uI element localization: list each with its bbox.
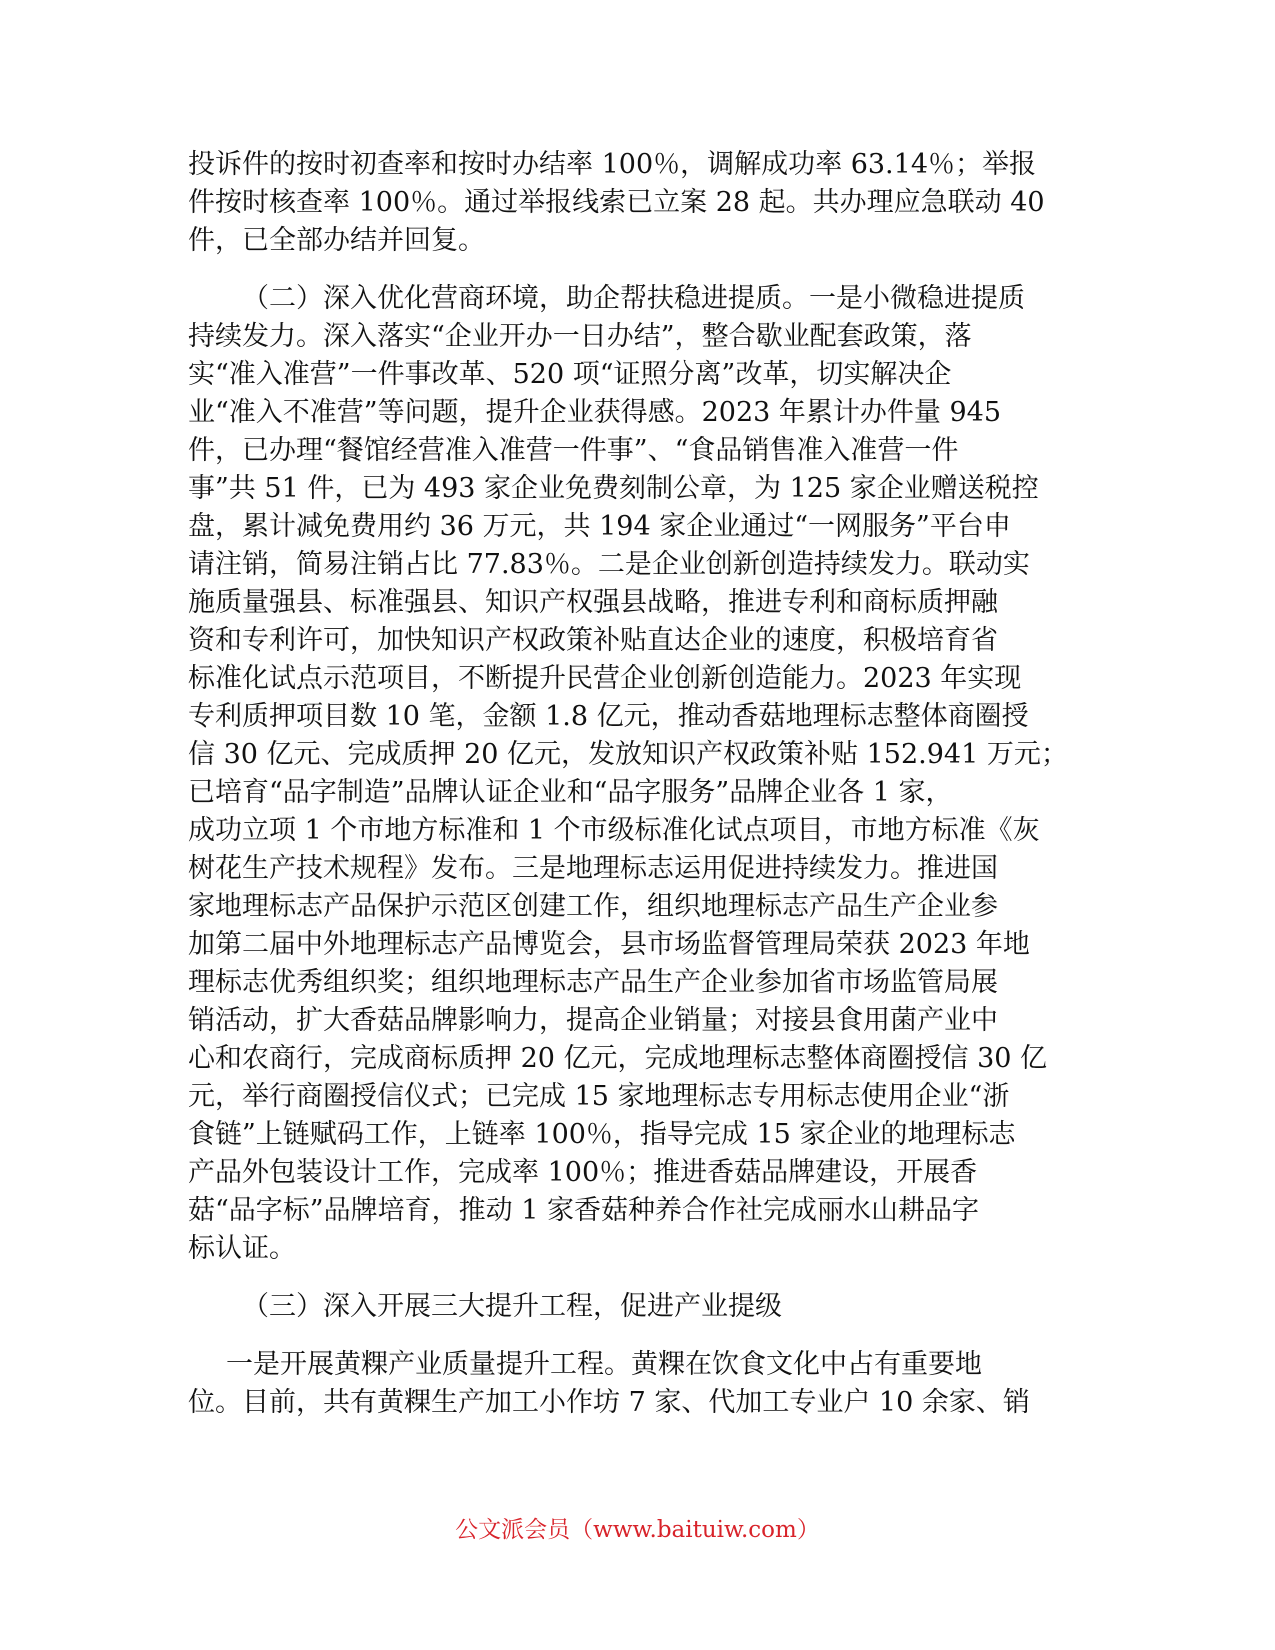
text-line: 件按时核查率 100％。通过举报线索已立案 28 起。共办理应急联动 40 [188, 187, 1045, 218]
text-line: 件，已全部办结并回复。 [188, 225, 485, 256]
text-line: 施质量强县、标准强县、知识产权强县战略，推进专利和商标质押融 [188, 587, 998, 618]
text-line: 资和专利许可，加快知识产权政策补贴直达企业的速度，积极培育省 [188, 625, 998, 656]
text-line: 一是开展黄粿产业质量提升工程。黄粿在饮食文化中占有重要地 [226, 1349, 982, 1380]
text-line: 标准化试点示范项目，不断提升民营企业创新创造能力。2023 年实现 [188, 663, 1022, 694]
text-line: 业“准入不准营”等问题，提升企业获得感。2023 年累计办件量 945 [188, 397, 1002, 428]
text-line: 理标志优秀组织奖；组织地理标志产品生产企业参加省市场监管局展 [188, 967, 998, 998]
text-line: 菇“品字标”品牌培育，推动 1 家香菇种养合作社完成丽水山耕品字 [188, 1195, 979, 1226]
text-line: 事”共 51 件，已为 493 家企业免费刻制公章，为 125 家企业赠送税控 [188, 473, 1039, 504]
text-line: 持续发力。深入落实“企业开办一日办结”，整合歇业配套政策，落 [188, 321, 972, 352]
text-line: 实“准入准营”一件事改革、520 项“证照分离”改革，切实解决企 [188, 359, 952, 390]
text-line: 位。目前，共有黄粿生产加工小作坊 7 家、代加工专业户 10 余家、销 [188, 1387, 1030, 1418]
text-line: 请注销，简易注销占比 77.83％。二是企业创新创造持续发力。联动实 [188, 549, 1030, 580]
text-line: 食链”上链赋码工作，上链率 100％，指导完成 15 家企业的地理标志 [188, 1119, 1016, 1150]
paragraph-3 [188, 1346, 1088, 1422]
text-line: 标认证。 [188, 1233, 296, 1264]
text-line: 加第二届中外地理标志产品博览会，县市场监督管理局荣获 2023 年地 [188, 929, 1030, 960]
text-line: 元，举行商圈授信仪式；已完成 15 家地理标志专用标志使用企业“浙 [188, 1081, 1010, 1112]
text-line: 家地理标志产品保护示范区创建工作，组织地理标志产品生产企业参 [188, 891, 998, 922]
section-heading: （三）深入开展三大提升工程，促进产业提级 [242, 1291, 782, 1322]
text-line: 树花生产技术规程》发布。三是地理标志运用促进持续发力。推进国 [188, 853, 998, 884]
document-body [188, 146, 1088, 1422]
text-line: 盘，累计减免费用约 36 万元，共 194 家企业通过“一网服务”平台申 [188, 511, 1011, 542]
text-line: 已培育“品字制造”品牌认证企业和“品字服务”品牌企业各 1 家， [188, 777, 953, 808]
text-line: 专利质押项目数 10 笔，金额 1.8 亿元，推动香菇地理标志整体商圈授 [188, 701, 1029, 732]
text-line: 件，已办理“餐馆经营准入准营一件事”、“食品销售准入准营一件 [188, 435, 959, 466]
text-line: 产品外包装设计工作，完成率 100％；推进香菇品牌建设，开展香 [188, 1157, 978, 1188]
text-line: 成功立项 1 个市地方标准和 1 个市级标准化试点项目，市地方标准《灰 [188, 815, 1040, 846]
footer-watermark: 公文派会员（www.baituiw.com） [455, 1517, 820, 1543]
paragraph-1 [188, 146, 1088, 260]
text-line: （二）深入优化营商环境，助企帮扶稳进提质。一是小微稳进提质 [242, 283, 1025, 314]
text-line: 投诉件的按时初查率和按时办结率 100％，调解成功率 63.14％；举报 [188, 149, 1036, 180]
text-line: 销活动，扩大香菇品牌影响力，提高企业销量；对接县食用菌产业中 [188, 1005, 998, 1036]
text-line: 信 30 亿元、完成质押 20 亿元，发放知识产权政策补贴 152.941 万元； [188, 739, 1068, 770]
text-line: 心和农商行，完成商标质押 20 亿元，完成地理标志整体商圈授信 30 亿 [188, 1043, 1048, 1074]
paragraph-2 [188, 280, 1088, 1268]
